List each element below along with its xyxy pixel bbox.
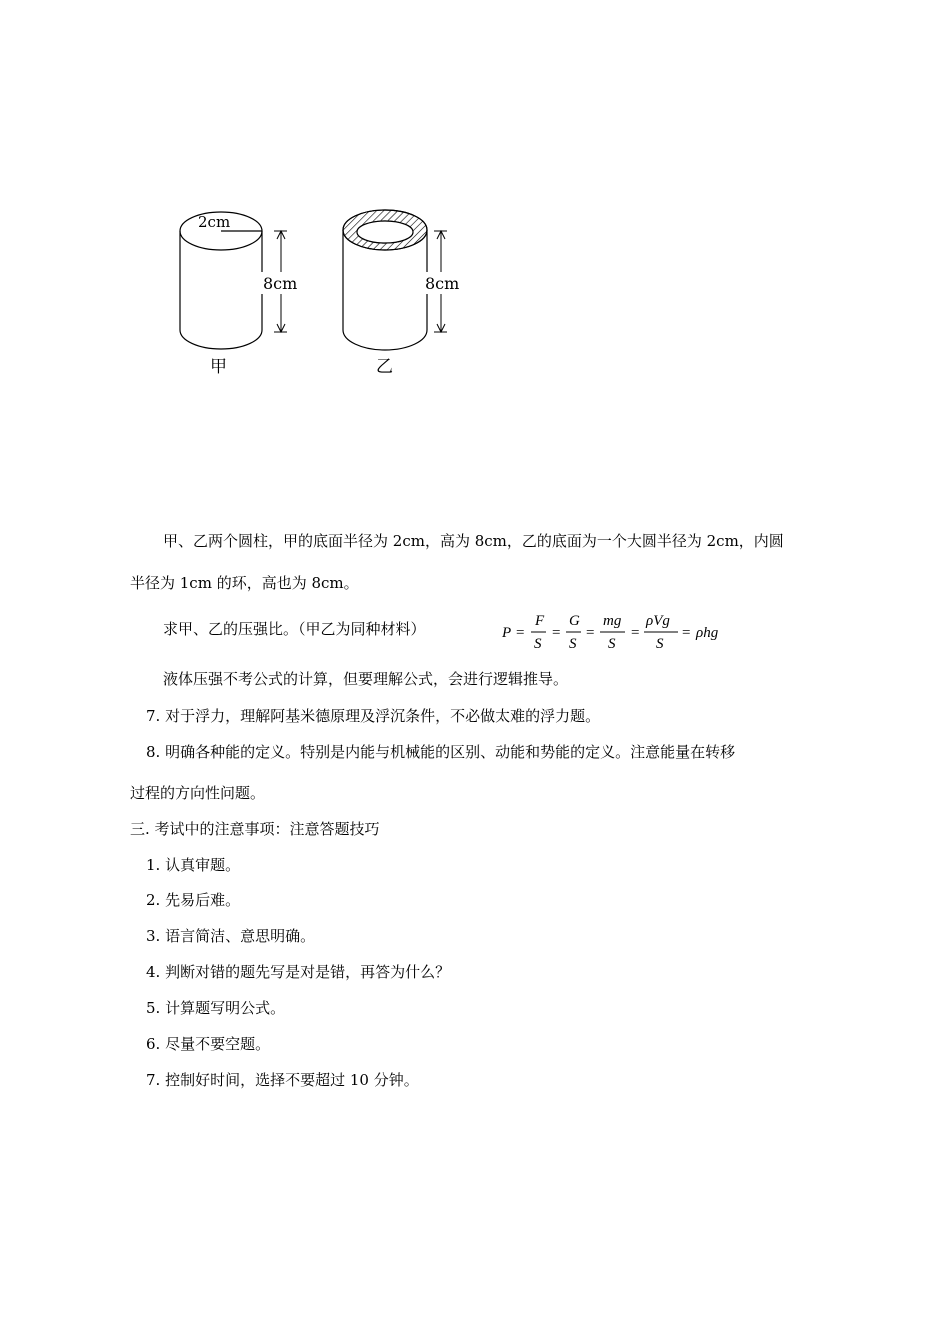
section-heading: 三. 考试中的注意事项：注意答题技巧 [130, 820, 380, 838]
radius-label: 2cm [198, 213, 231, 231]
formula-eq: = [552, 625, 561, 641]
formula-f: F [535, 613, 545, 629]
item-8-line2: 过程的方向性问题。 [130, 784, 266, 802]
formula-rhovg: ρVg [646, 613, 670, 629]
tip-item: 5. 计算题写明公式。 [146, 999, 286, 1017]
height-label-a: 8cm [263, 274, 298, 293]
tip-item: 3. 语言简洁、意思明确。 [146, 927, 316, 945]
tip-item: 6. 尽量不要空题。 [146, 1035, 271, 1053]
tip-item: 7. 控制好时间，选择不要超过 10 分钟。 [146, 1071, 419, 1089]
note-text: 液体压强不考公式的计算，但要理解公式，会进行逻辑推导。 [163, 670, 569, 688]
height-label-b: 8cm [425, 274, 460, 293]
cylinder-b [343, 210, 427, 350]
formula-eq: = [631, 625, 640, 641]
formula-s: S [608, 636, 616, 652]
tip-item: 4. 判断对错的题先写是对是错，再答为什么？ [146, 963, 451, 981]
formula-eq: = [682, 625, 691, 641]
formula-mg: mg [603, 613, 622, 629]
formula-eq: = [586, 625, 595, 641]
pressure-formula [500, 608, 740, 656]
problem-text-line2: 半径为 1cm 的环，高也为 8cm。 [130, 574, 359, 592]
item-7: 7. 对于浮力，理解阿基米德原理及浮沉条件，不必做太难的浮力题。 [146, 707, 601, 725]
formula-p: P [502, 625, 512, 641]
problem-text-line1: 甲、乙两个圆柱，甲的底面半径为 2cm，高为 8cm，乙的底面为一个大圆半径为 2cm，内圆 [163, 532, 784, 550]
formula-s: S [569, 636, 577, 652]
formula-g: G [569, 613, 580, 629]
formula-s: S [534, 636, 542, 652]
formula-rhohg: ρhg [696, 625, 719, 641]
cylinder-a [180, 212, 262, 349]
item-8-line1: 8. 明确各种能的定义。特别是内能与机械能的区别、动能和势能的定义。注意能量在转移 [146, 743, 736, 761]
formula-eq: = [516, 625, 525, 641]
cylinder-label-b: 乙 [376, 357, 393, 377]
question-text: 求甲、乙的压强比。（甲乙为同种材料） [163, 620, 426, 638]
cylinders-figure [0, 0, 950, 400]
tip-item: 2. 先易后难。 [146, 891, 241, 909]
tip-item: 1. 认真审题。 [146, 856, 241, 874]
formula-s: S [656, 636, 664, 652]
cylinder-label-a: 甲 [210, 357, 227, 377]
